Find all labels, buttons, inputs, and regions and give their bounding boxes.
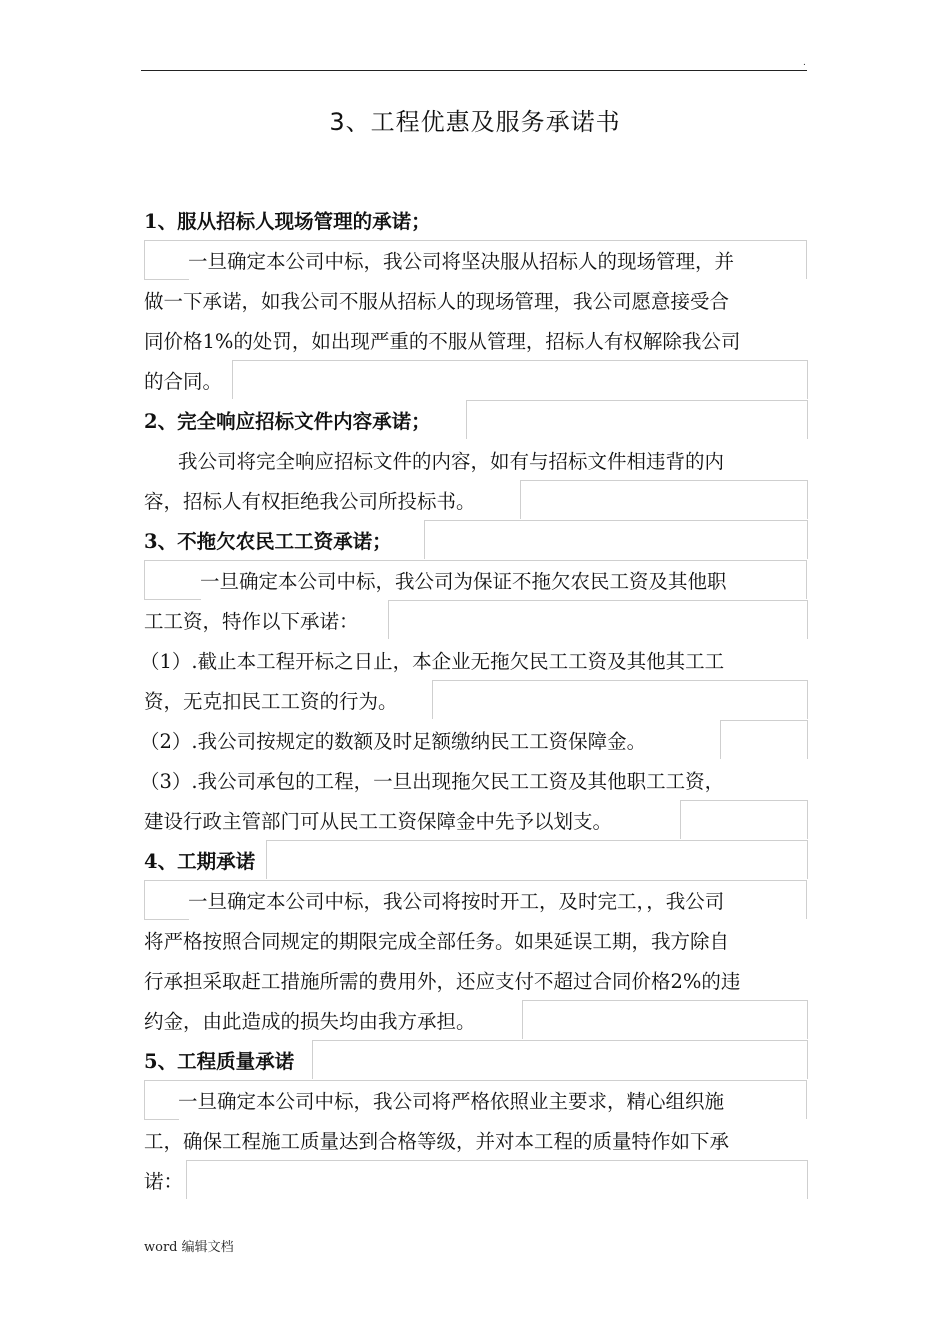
indent-frame: [144, 560, 201, 600]
section-3-heading: 3、不拖欠农民工工资承诺；: [144, 530, 392, 553]
body-line: 将严格按照合同规定的期限完成全部任务。如果延误工期，我方除自: [144, 930, 730, 953]
body-line: 同价格1%的处罚，如出现严重的不服从管理，招标人有权解除我公司: [144, 330, 741, 353]
indent-frame: [144, 1080, 179, 1120]
body-line: （1）.截止本工程开标之日止，本企业无拖欠民工工资及其他其工工: [140, 650, 725, 673]
section-4-heading: 4、工期承诺: [144, 850, 256, 873]
section-1-heading: 1、服从招标人现场管理的承诺；: [144, 210, 431, 233]
indent-frame: [144, 240, 189, 280]
section-2-heading: 2、完全响应招标文件内容承诺；: [144, 410, 431, 433]
body-line: 一旦确定本公司中标，我公司为保证不拖欠农民工资及其他职: [200, 570, 727, 593]
body-line: 工工资，特作以下承诺：: [144, 610, 359, 633]
text-frame: [388, 600, 808, 639]
text-frame: [232, 360, 808, 399]
body-line: （2）.我公司按规定的数额及时足额缴纳民工工资保障金。: [140, 730, 647, 753]
section-5-heading: 5、工程质量承诺: [144, 1050, 295, 1073]
body-line: 容，招标人有权拒绝我公司所投标书。: [144, 490, 476, 513]
body-line: 的合同。: [144, 370, 223, 393]
header-rule: [141, 70, 807, 71]
text-frame: [520, 480, 808, 519]
body-line: 一旦确定本公司中标，我公司将按时开工，及时完工，，我公司: [188, 890, 725, 913]
text-frame: [312, 1040, 808, 1079]
body-line: 资，无克扣民工工资的行为。: [144, 690, 398, 713]
body-line: 我公司将完全响应招标文件的内容，如有与招标文件相违背的内: [178, 450, 725, 473]
body-line: 一旦确定本公司中标，我公司将坚决服从招标人的现场管理，并: [188, 250, 735, 273]
body-line: 约金，由此造成的损失均由我方承担。: [144, 1010, 476, 1033]
text-frame: [432, 680, 808, 719]
body-line: 工，确保工程施工质量达到合格等级，并对本工程的质量特作如下承: [144, 1130, 730, 1153]
text-frame: [186, 1160, 808, 1199]
text-frame: [266, 840, 808, 879]
body-line: 建设行政主管部门可从民工工资保障金中先予以划支。: [144, 810, 613, 833]
indent-frame: [144, 880, 189, 920]
body-line: 诺：: [144, 1170, 184, 1193]
body-line: 一旦确定本公司中标，我公司将严格依照业主要求，精心组织施: [178, 1090, 725, 1113]
page-footer: word 编辑文档: [144, 1240, 234, 1255]
page-title: 3、工程优惠及服务承诺书: [329, 108, 621, 136]
text-frame: [522, 1000, 808, 1039]
body-line: （3）.我公司承包的工程，一旦出现拖欠民工工资及其他职工工资，: [140, 770, 725, 793]
body-line: 行承担采取赶工措施所需的费用外，还应支付不超过合同价格2%的违: [144, 970, 741, 993]
text-frame: [424, 520, 808, 559]
text-frame: [680, 800, 808, 839]
text-frame: [720, 720, 808, 759]
body-line: 做一下承诺，如我公司不服从招标人的现场管理，我公司愿意接受合: [144, 290, 730, 313]
text-frame: [466, 400, 808, 439]
header-mark: .: [803, 58, 806, 68]
